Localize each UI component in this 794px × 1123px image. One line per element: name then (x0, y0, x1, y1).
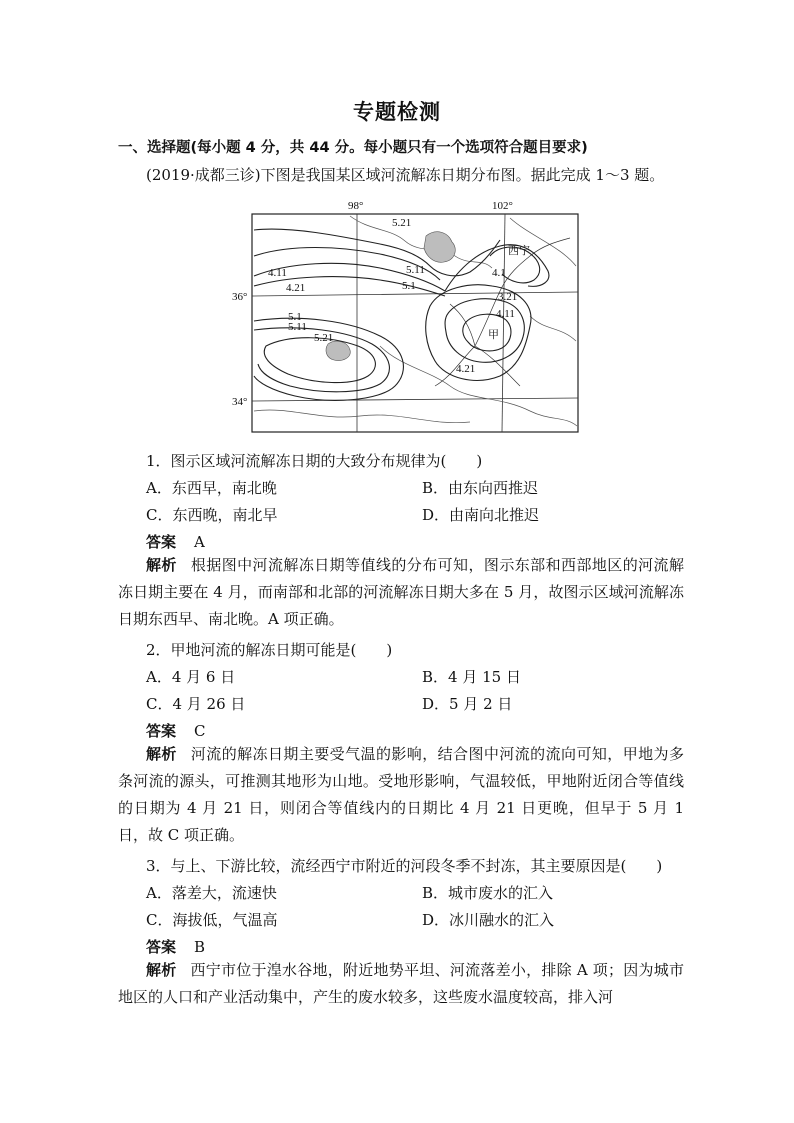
lon-label-102: 102° (492, 200, 513, 212)
lake-north (424, 232, 455, 263)
contour-label: 3.21 (498, 291, 518, 303)
analysis-text: 根据图中河流解冻日期等值线的分布可知，图示东部和西部地区的河流解冻日期主要在 4 月，而南部和北部的河流解冻日期大多在 5 月，故图示区域河流解冻日期东西早、南北晚。A 项正确。 (118, 556, 684, 628)
contour-label: 4.1 (492, 267, 506, 279)
river-thaw-date-map (230, 196, 590, 436)
analysis-text: 河流的解冻日期主要受气温的影响，结合图中河流的流向可知，甲地为多条河流的源头，可推测其地形为山地。受地形影响，气温较低，甲地附近闭合等值线的日期为 4 月 21 日，则闭合等值线内的日期比 4 月 21 日更晚，但早于 5 月 1 日，故 C 项正确。 (118, 745, 684, 844)
question-3-stem: 3．与上、下游比较，流经西宁市附近的河段冬季不封冻，其主要原因是( ) (146, 857, 663, 875)
place-label-xining: 西宁 (508, 244, 530, 257)
answer-label: 答案 (146, 533, 177, 551)
question-1-answer (146, 532, 205, 552)
question-2-option-d[interactable]: D．5 月 2 日 (422, 695, 513, 713)
question-1-option-c[interactable]: C．东西晚，南北早 (146, 506, 278, 524)
terrain-outline (380, 346, 577, 426)
contour-label: 5.21 (392, 217, 412, 229)
question-2-stem: 2．甲地河流的解冻日期可能是( ) (146, 641, 393, 659)
question-3-answer (146, 937, 205, 957)
contour-label: 4.21 (286, 282, 306, 294)
lake-south (326, 341, 350, 360)
question-2-option-a[interactable]: A．4 月 6 日 (146, 668, 236, 686)
contour-label: 5.11 (406, 264, 425, 276)
analysis-label: 解析 (146, 556, 177, 574)
question-2-option-b[interactable]: B．4 月 15 日 (422, 668, 521, 686)
answer-label: 答案 (146, 938, 177, 956)
terrain-outline (254, 410, 470, 423)
contour-5-21-south (264, 338, 375, 383)
question-3-option-a[interactable]: A．落差大，流速快 (146, 884, 277, 902)
question-3-analysis (118, 957, 684, 1011)
question-2-option-c[interactable]: C．4 月 26 日 (146, 695, 246, 713)
question-1-stem: 1．图示区域河流解冻日期的大致分布规律为( ) (146, 452, 483, 470)
contour-label: 4.21 (456, 363, 476, 375)
page-title: 专题检测 (353, 100, 441, 124)
analysis-text: 西宁市位于湟水谷地，附近地势平坦、河流落差小，排除 A 项；因为城市地区的人口和产业活动集中，产生的废水较多，这些废水温度较高，排入河 (118, 961, 684, 1006)
contour-label: 4.11 (268, 267, 287, 279)
question-3-option-c[interactable]: C．海拔低，气温高 (146, 911, 278, 929)
intro-text: (2019·成都三诊)下图是我国某区域河流解冻日期分布图。据此完成 1～3 题。 (146, 166, 665, 184)
contour-5-21-north (254, 229, 500, 276)
contour-label: 5.21 (314, 332, 334, 344)
contour-label: 5.1 (402, 280, 416, 292)
terrain-outline (530, 316, 576, 341)
question-3-option-d[interactable]: D．冰川融水的汇入 (422, 911, 555, 929)
question-1-analysis (118, 552, 684, 633)
contour-label: 5.11 (288, 321, 307, 333)
question-1-option-a[interactable]: A．东西早，南北晚 (146, 479, 277, 497)
contour-label: 5.1 (288, 311, 302, 323)
lat-label-36: 36° (232, 291, 248, 303)
meridian-102 (502, 214, 505, 432)
question-2-analysis (118, 741, 684, 849)
terrain-outline (510, 218, 576, 266)
lat-label-34: 34° (232, 396, 248, 408)
parallel-34 (252, 398, 578, 401)
river (450, 304, 475, 346)
answer-value: A (194, 533, 205, 551)
analysis-label: 解析 (146, 745, 177, 763)
place-label-jia: 甲 (488, 328, 499, 341)
question-1-option-b[interactable]: B．由东向西推迟 (422, 479, 539, 497)
lon-label-98: 98° (348, 200, 364, 212)
answer-label: 答案 (146, 722, 177, 740)
analysis-label: 解析 (146, 961, 177, 979)
section-heading: 一、选择题(每小题 4 分，共 44 分。每小题只有一个选项符合题目要求) (118, 140, 588, 156)
answer-value: B (194, 938, 206, 956)
question-3-option-b[interactable]: B．城市废水的汇入 (422, 884, 554, 902)
answer-value: C (194, 722, 206, 740)
question-1-option-d[interactable]: D．由南向北推迟 (422, 506, 540, 524)
contour-4-11-west (254, 277, 445, 296)
question-2-answer (146, 721, 206, 741)
contour-label: 4.11 (496, 308, 515, 320)
